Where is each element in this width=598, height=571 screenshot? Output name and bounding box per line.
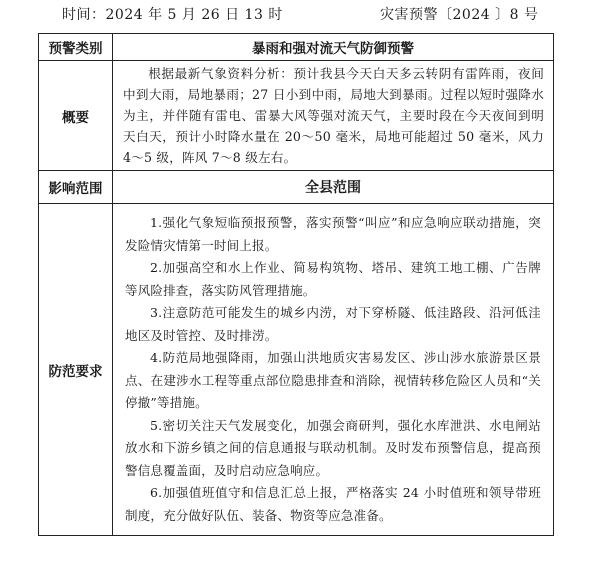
- issue-time: 时间：2024 年 5 月 26 日 13 时: [62, 7, 283, 23]
- requirements-row: [39, 204, 554, 536]
- scope-label: 影响范围: [39, 171, 113, 204]
- requirement-item: 6.加强值班值守和信息汇总上报，严格落实 24 小时值班和领导带班制度，充分做好队伍、装备、物资等应急准备。: [125, 485, 541, 523]
- requirement-item: 4.防范局地强降雨，加强山洪地质灾害易发区、涉山涉水旅游景区景点、在建涉水工程等重点部位隐患排查和消除，视情转移危险区人员和“关停撤”等措施。: [125, 350, 541, 410]
- scope-row: [39, 171, 554, 204]
- document-number: 灾害预警〔2024 〕8 号: [380, 7, 539, 23]
- warning-type-label: 预警类别: [39, 34, 113, 61]
- document-header: [0, 4, 598, 26]
- requirement-item: 1.强化气象短临预报预警，落实预警“叫应”和应急响应联动措施，突发险情灾情第一时间上报。: [125, 215, 541, 253]
- warning-type-value: 暴雨和强对流天气防御预警: [113, 34, 554, 61]
- requirement-item: 5.密切关注天气发展变化，加强会商研判，强化水库泄洪、水电闸站放水和下游乡镇之间的信息通报与联动机制。及时发布预警信息，提高预警信息覆盖面，及时启动应急响应。: [125, 417, 541, 478]
- requirements-list: [113, 204, 553, 535]
- summary-cell: [113, 61, 554, 171]
- requirements-cell: [113, 204, 554, 536]
- warning-type-row: [39, 34, 554, 61]
- requirements-label: 防范要求: [39, 204, 113, 536]
- warning-table: [38, 33, 554, 536]
- scope-value: 全县范围: [113, 171, 554, 204]
- summary-text: 根据最新气象资料分析：预计我县今天白天多云转阴有雷阵雨，夜间中到大雨，局地暴雨；27 日小到中雨，局地大到暴雨。过程以短时强降水为主，并伴随有雷电、雷暴大风等强对流天气，主要时段在今天夜间到明天白天，预计小时降水量在 20～50 毫米，局地可能超过 50 毫米，风力 4～5 级，阵风 7～8 级左右。: [123, 66, 544, 165]
- summary-label: 概要: [39, 61, 113, 171]
- requirement-item: 2.加强高空和水上作业、简易构筑物、塔吊、建筑工地工棚、广告牌等风险排查，落实防风管理措施。: [125, 260, 541, 298]
- requirement-item: 3.注意防范可能发生的城乡内涝，对下穿桥隧、低洼路段、沿河低洼地区及时管控、及时排涝。: [125, 305, 541, 343]
- summary-row: [39, 61, 554, 171]
